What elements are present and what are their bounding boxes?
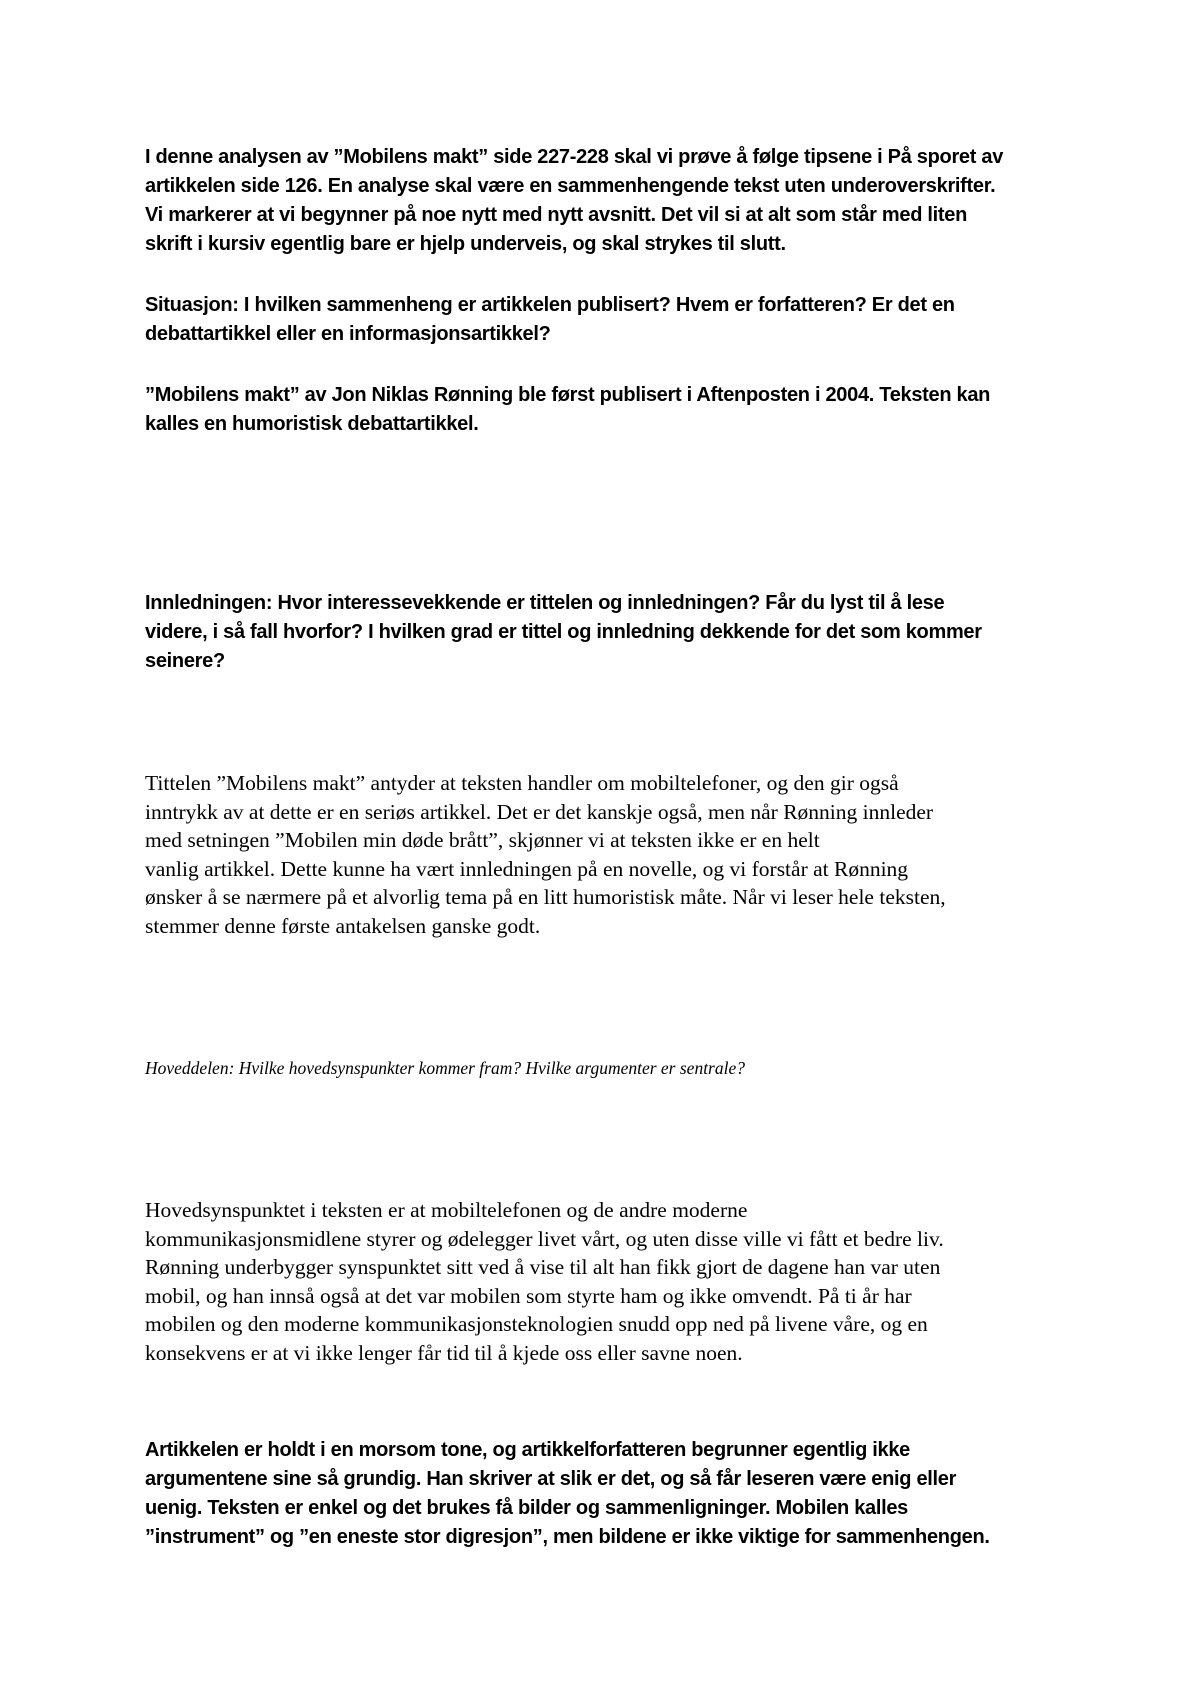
text-line: Artikkelen er holdt i en morsom tone, og artikkelforfatteren begrunner egentlig ikke: [145, 1439, 910, 1461]
text-line: ”Mobilens makt” av Jon Niklas Rønning ble først publisert i Aftenposten i 2004. Teksten kan: [145, 384, 991, 406]
text-line: Situasjon: I hvilken sammenheng er artikkelen publisert? Hvem er forfatteren? Er det en: [145, 294, 955, 316]
text-line: videre, i så fall hvorfor? I hvilken grad er tittel og innledning dekkende for det som kommer: [145, 621, 982, 643]
situasjon-answer: [145, 381, 1075, 439]
text-line: uenig. Teksten er enkel og det brukes få bilder og sammenligninger. Mobilen kalles: [145, 1497, 909, 1519]
text-line: skrift i kursiv egentlig bare er hjelp underveis, og skal strykes til slutt.: [145, 233, 786, 255]
text-line: konsekvens er at vi ikke lenger får tid til å kjede oss eller savne noen.: [145, 1340, 743, 1365]
text-line: mobilen og den moderne kommunikasjonsteknologien snudd opp ned på livene våre, og en: [145, 1312, 928, 1336]
text-line: Hovedsynspunktet i teksten er at mobiltelefonen og de andre moderne: [145, 1198, 748, 1222]
text-line: seinere?: [145, 650, 225, 672]
text-line: mobil, og han innså også at det var mobilen som styrte ham og ikke omvendt. På ti år har: [145, 1283, 912, 1308]
text-line: ønsker å se nærmere på et alvorlig tema på en litt humoristisk måte. Når vi leser hele teksten,: [145, 885, 946, 909]
text-line: kalles en humoristisk debattartikkel.: [145, 413, 479, 435]
text-line: debattartikkel eller en informasjonsartikkel?: [145, 323, 551, 345]
text-line: med setningen ”Mobilen min døde brått”, skjønner vi at teksten ikke er en helt: [145, 828, 820, 852]
text-line: Innledningen: Hvor interessevekkende er tittelen og innledningen? Får du lyst til å lese: [145, 592, 945, 614]
text-line: stemmer denne første antakelsen ganske godt.: [145, 913, 541, 938]
hoveddel-question: [145, 1056, 1075, 1080]
text-line: I denne analysen av ”Mobilens makt” side 227-228 skal vi prøve å følge tipsene i På sporet av: [145, 146, 1004, 168]
text-line: Vi markerer at vi begynner på noe nytt med nytt avsnitt. Det vil si at alt som står med liten: [145, 204, 967, 226]
innledning-answer: [145, 769, 1075, 940]
text-line: inntrykk av at dette er en seriøs artikkel. Det er det kanskje også, men når Rønning innleder: [145, 799, 934, 824]
text-line: ”instrument” og ”en eneste stor digresjon”, men bildene er ikke viktige for sammenhengen.: [145, 1526, 990, 1548]
intro-paragraph: [145, 143, 1075, 259]
text-line: argumentene sine så grundig. Han skriver at slik er det, og så får leseren være enig eller: [145, 1468, 957, 1490]
text-line: Tittelen ”Mobilens makt” antyder at teksten handler om mobiltelefoner, og den gir også: [145, 771, 899, 795]
tone-paragraph: [145, 1436, 1075, 1552]
text-line: Rønning underbygger synspunktet sitt ved å vise til alt han fikk gjort de dagene han var uten: [145, 1255, 941, 1279]
text-line: kommunikasjonsmidlene styrer og ødelegger livet vårt, og uten disse ville vi fått et bedre liv.: [145, 1226, 944, 1251]
hoveddel-answer: [145, 1196, 1075, 1367]
text-line: Hoveddelen: Hvilke hovedsynspunkter kommer fram? Hvilke argumenter er sentrale?: [145, 1058, 745, 1078]
innledning-question: [145, 589, 1075, 676]
text-line: vanlig artikkel. Dette kunne ha vært innledningen på en novelle, og vi forstår at Rønning: [145, 856, 909, 881]
situasjon-question: [145, 291, 1075, 349]
text-line: artikkelen side 126. En analyse skal være en sammenhengende tekst uten underoverskrifter.: [145, 175, 996, 197]
